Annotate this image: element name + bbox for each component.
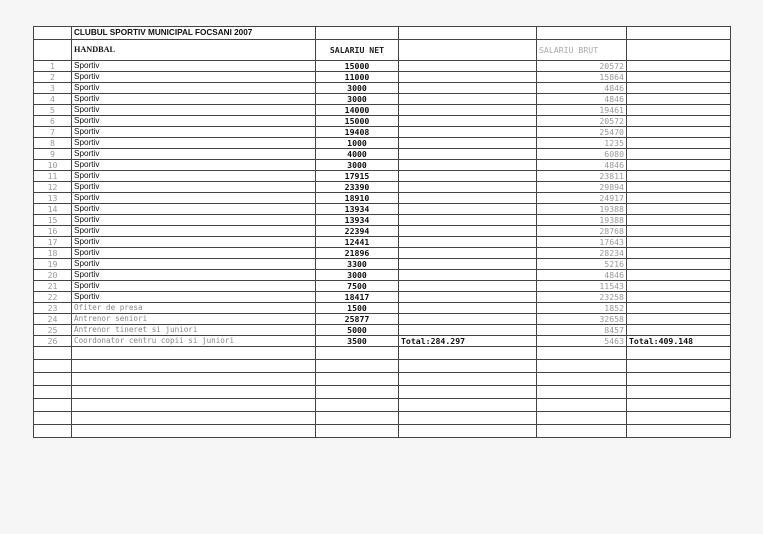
row-number: 26: [34, 336, 72, 347]
position-name: Ofiter de presa: [72, 303, 316, 314]
salary-brut: 19388: [537, 204, 627, 215]
table-row: [34, 281, 731, 292]
empty-cell: [537, 386, 627, 399]
empty-cell: [34, 412, 72, 425]
empty-row: [34, 347, 731, 360]
row-number: 3: [34, 83, 72, 94]
row-number: 7: [34, 127, 72, 138]
salary-net: 18910: [316, 193, 399, 204]
position-name: Sportiv: [72, 281, 316, 292]
total-net: [399, 248, 537, 259]
total-net: [399, 94, 537, 105]
salary-net: 5000: [316, 325, 399, 336]
total-net: Total:284.297: [399, 336, 537, 347]
empty-cell: [316, 386, 399, 399]
empty-cell: [399, 373, 537, 386]
total-net: [399, 171, 537, 182]
empty-cell: [72, 412, 316, 425]
row-number: 11: [34, 171, 72, 182]
empty-row: [34, 425, 731, 438]
position-name: Antrenor seniori: [72, 314, 316, 325]
total-brut: [627, 182, 731, 193]
empty-cell: [316, 399, 399, 412]
salary-net: 3000: [316, 83, 399, 94]
cell: [537, 27, 627, 40]
row-number: 23: [34, 303, 72, 314]
table-row: [34, 259, 731, 270]
empty-cell: [627, 412, 731, 425]
salary-net: 15000: [316, 116, 399, 127]
empty-cell: [72, 360, 316, 373]
empty-cell: [537, 360, 627, 373]
total-brut: [627, 72, 731, 83]
total-net: [399, 314, 537, 325]
empty-cell: [34, 386, 72, 399]
total-net: [399, 149, 537, 160]
total-brut: Total:409.148: [627, 336, 731, 347]
row-number: 9: [34, 149, 72, 160]
table-row: [34, 127, 731, 138]
empty-cell: [34, 347, 72, 360]
total-net: [399, 182, 537, 193]
table-row: [34, 270, 731, 281]
cell: [627, 40, 731, 61]
table-row: [34, 303, 731, 314]
position-name: Sportiv: [72, 127, 316, 138]
cell: [34, 27, 72, 40]
total-net: [399, 281, 537, 292]
total-brut: [627, 127, 731, 138]
row-number: 17: [34, 237, 72, 248]
empty-row: [34, 373, 731, 386]
total-net: [399, 160, 537, 171]
table-row: [34, 237, 731, 248]
total-brut: [627, 314, 731, 325]
table-row: [34, 149, 731, 160]
total-net: [399, 259, 537, 270]
empty-cell: [316, 347, 399, 360]
table-row: [34, 105, 731, 116]
total-brut: [627, 61, 731, 72]
row-number: 15: [34, 215, 72, 226]
empty-cell: [316, 412, 399, 425]
table-row: [34, 138, 731, 149]
table-row: [34, 325, 731, 336]
position-name: Sportiv: [72, 204, 316, 215]
row-number: 4: [34, 94, 72, 105]
salary-net: 3000: [316, 160, 399, 171]
salary-brut: 4846: [537, 83, 627, 94]
salary-net: 3300: [316, 259, 399, 270]
row-number: 18: [34, 248, 72, 259]
total-net: [399, 83, 537, 94]
salary-net: 19408: [316, 127, 399, 138]
empty-cell: [316, 360, 399, 373]
position-name: Coordonator centru copii si juniori: [72, 336, 316, 347]
salary-brut: 20572: [537, 116, 627, 127]
cell: [316, 27, 399, 40]
salary-brut: 15864: [537, 72, 627, 83]
total-brut: [627, 193, 731, 204]
table-row: [34, 226, 731, 237]
header-row: [34, 40, 731, 61]
total-net: [399, 215, 537, 226]
empty-cell: [72, 373, 316, 386]
table-row: [34, 94, 731, 105]
position-name: Sportiv: [72, 215, 316, 226]
empty-cell: [34, 425, 72, 438]
section-title: HANDBAL: [72, 40, 316, 61]
row-number: 12: [34, 182, 72, 193]
table-row: [34, 204, 731, 215]
table-row: [34, 248, 731, 259]
salary-brut: 4846: [537, 270, 627, 281]
total-brut: [627, 248, 731, 259]
position-name: Sportiv: [72, 94, 316, 105]
empty-cell: [72, 425, 316, 438]
empty-cell: [316, 373, 399, 386]
salary-net: 23390: [316, 182, 399, 193]
salary-brut: 1235: [537, 138, 627, 149]
salary-table: [33, 26, 731, 438]
total-net: [399, 237, 537, 248]
total-brut: [627, 259, 731, 270]
row-number: 20: [34, 270, 72, 281]
position-name: Sportiv: [72, 160, 316, 171]
row-number: 13: [34, 193, 72, 204]
salary-net: 1000: [316, 138, 399, 149]
empty-cell: [537, 399, 627, 412]
total-net: [399, 61, 537, 72]
position-name: Sportiv: [72, 193, 316, 204]
total-net: [399, 138, 537, 149]
empty-cell: [72, 386, 316, 399]
salary-net: 3000: [316, 270, 399, 281]
position-name: Sportiv: [72, 83, 316, 94]
total-brut: [627, 270, 731, 281]
salary-net: 12441: [316, 237, 399, 248]
total-brut: [627, 116, 731, 127]
table-row: [34, 83, 731, 94]
row-number: 1: [34, 61, 72, 72]
total-net: [399, 105, 537, 116]
salary-brut: 25470: [537, 127, 627, 138]
total-brut: [627, 160, 731, 171]
row-number: 8: [34, 138, 72, 149]
table-row: [34, 292, 731, 303]
position-name: Sportiv: [72, 149, 316, 160]
position-name: Sportiv: [72, 61, 316, 72]
empty-cell: [399, 425, 537, 438]
total-brut: [627, 215, 731, 226]
salary-net: 25877: [316, 314, 399, 325]
salary-brut: 23258: [537, 292, 627, 303]
salary-net: 15000: [316, 61, 399, 72]
salary-brut: 11543: [537, 281, 627, 292]
row-number: 22: [34, 292, 72, 303]
total-brut: [627, 149, 731, 160]
empty-cell: [537, 347, 627, 360]
empty-row: [34, 360, 731, 373]
total-net: [399, 270, 537, 281]
position-name: Sportiv: [72, 105, 316, 116]
total-brut: [627, 281, 731, 292]
salary-brut: 8457: [537, 325, 627, 336]
total-brut: [627, 94, 731, 105]
row-number: 19: [34, 259, 72, 270]
total-net: [399, 127, 537, 138]
total-brut: [627, 105, 731, 116]
empty-cell: [316, 425, 399, 438]
salary-brut: 17643: [537, 237, 627, 248]
cell: [627, 27, 731, 40]
empty-cell: [627, 425, 731, 438]
position-name: Sportiv: [72, 270, 316, 281]
salary-net: 13934: [316, 204, 399, 215]
salary-net: 3000: [316, 94, 399, 105]
total-net: [399, 193, 537, 204]
position-name: Sportiv: [72, 171, 316, 182]
table-row: [34, 193, 731, 204]
salary-net: 22394: [316, 226, 399, 237]
row-number: 6: [34, 116, 72, 127]
table-row: [34, 61, 731, 72]
total-brut: [627, 226, 731, 237]
row-number: 10: [34, 160, 72, 171]
empty-cell: [72, 399, 316, 412]
empty-cell: [627, 373, 731, 386]
column-header-brut: SALARIU BRUT: [537, 40, 627, 61]
salary-brut: 28768: [537, 226, 627, 237]
position-name: Sportiv: [72, 237, 316, 248]
row-number: 14: [34, 204, 72, 215]
salary-brut: 4846: [537, 94, 627, 105]
table-row: [34, 314, 731, 325]
total-brut: [627, 292, 731, 303]
total-net: [399, 226, 537, 237]
total-net: [399, 303, 537, 314]
table-row: [34, 160, 731, 171]
total-brut: [627, 204, 731, 215]
salary-brut: 6080: [537, 149, 627, 160]
salary-brut: 20572: [537, 61, 627, 72]
total-brut: [627, 171, 731, 182]
empty-cell: [399, 386, 537, 399]
salary-brut: 29894: [537, 182, 627, 193]
empty-cell: [627, 347, 731, 360]
salary-net: 11000: [316, 72, 399, 83]
cell: [34, 40, 72, 61]
position-name: Sportiv: [72, 226, 316, 237]
salary-brut: 5216: [537, 259, 627, 270]
total-brut: [627, 325, 731, 336]
table-row: [34, 215, 731, 226]
salary-net: 17915: [316, 171, 399, 182]
salary-net: 4000: [316, 149, 399, 160]
cell: [399, 40, 537, 61]
title-row: [34, 27, 731, 40]
salary-brut: 28234: [537, 248, 627, 259]
salary-net: 3500: [316, 336, 399, 347]
position-name: Sportiv: [72, 138, 316, 149]
empty-cell: [34, 399, 72, 412]
total-net: [399, 72, 537, 83]
position-name: Sportiv: [72, 72, 316, 83]
empty-row: [34, 399, 731, 412]
empty-cell: [537, 412, 627, 425]
salary-net: 14000: [316, 105, 399, 116]
row-number: 24: [34, 314, 72, 325]
table-row: [34, 116, 731, 127]
salary-net: 1500: [316, 303, 399, 314]
salary-brut: 23811: [537, 171, 627, 182]
empty-cell: [537, 425, 627, 438]
table-row: [34, 72, 731, 83]
position-name: Sportiv: [72, 116, 316, 127]
club-title: CLUBUL SPORTIV MUNICIPAL FOCSANI 2007: [72, 27, 316, 40]
salary-brut: 19461: [537, 105, 627, 116]
row-number: 21: [34, 281, 72, 292]
position-name: Sportiv: [72, 248, 316, 259]
position-name: Antrenor tineret si juniori: [72, 325, 316, 336]
salary-net: 21896: [316, 248, 399, 259]
row-number: 25: [34, 325, 72, 336]
position-name: Sportiv: [72, 292, 316, 303]
total-brut: [627, 138, 731, 149]
total-net: [399, 116, 537, 127]
total-net: [399, 292, 537, 303]
empty-cell: [34, 373, 72, 386]
empty-cell: [627, 399, 731, 412]
empty-row: [34, 412, 731, 425]
empty-cell: [34, 360, 72, 373]
empty-cell: [399, 412, 537, 425]
cell: [399, 27, 537, 40]
empty-cell: [72, 347, 316, 360]
total-net: [399, 204, 537, 215]
empty-cell: [627, 360, 731, 373]
salary-brut: 4846: [537, 160, 627, 171]
salary-net: 13934: [316, 215, 399, 226]
salary-brut: 24917: [537, 193, 627, 204]
salary-net: 18417: [316, 292, 399, 303]
empty-cell: [627, 386, 731, 399]
total-brut: [627, 303, 731, 314]
row-number: 2: [34, 72, 72, 83]
salary-brut: 32658: [537, 314, 627, 325]
table-row: [34, 182, 731, 193]
empty-cell: [399, 399, 537, 412]
row-number: 16: [34, 226, 72, 237]
salary-brut: 19388: [537, 215, 627, 226]
empty-row: [34, 386, 731, 399]
total-brut: [627, 83, 731, 94]
table-row: [34, 171, 731, 182]
salary-net: 7500: [316, 281, 399, 292]
empty-cell: [399, 347, 537, 360]
salary-brut: 1852: [537, 303, 627, 314]
column-header-net: SALARIU NET: [316, 40, 399, 61]
total-brut: [627, 237, 731, 248]
position-name: Sportiv: [72, 259, 316, 270]
empty-cell: [537, 373, 627, 386]
salary-brut: 5463: [537, 336, 627, 347]
row-number: 5: [34, 105, 72, 116]
empty-cell: [399, 360, 537, 373]
table-row: [34, 336, 731, 347]
total-net: [399, 325, 537, 336]
position-name: Sportiv: [72, 182, 316, 193]
